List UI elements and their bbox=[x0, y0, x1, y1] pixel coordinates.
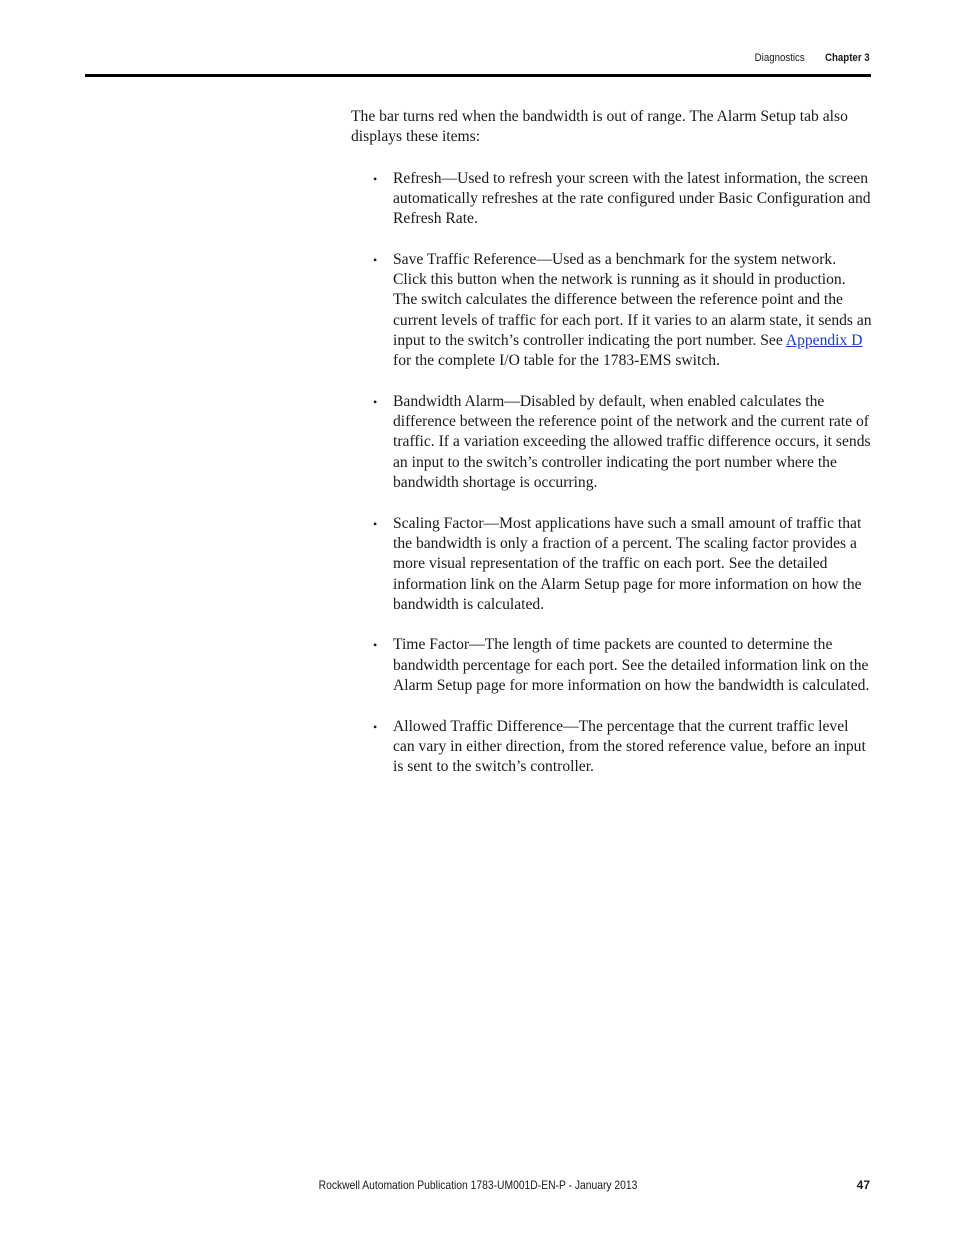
appendix-d-link[interactable]: Appendix D bbox=[785, 331, 863, 349]
list-item-text: Refresh—Used to refresh your screen with the latest information, the screen automatically refreshes at the rate configured under Basic Configuration and Refresh Rate. bbox=[393, 169, 871, 228]
list-item-text: Bandwidth Alarm—Disabled by default, when enabled calculates the difference between the reference point of the network and the current rate of traffic. If a variation exceeding the allowed traffic difference occurs, it sends an input to the switch’s controller indicating the port number where the bandwidth shortage is occurring. bbox=[393, 392, 871, 492]
bullet-list bbox=[351, 169, 873, 778]
bullet-icon: • bbox=[373, 638, 378, 653]
bullet-icon: • bbox=[373, 719, 378, 734]
list-item-allowed-traffic-difference bbox=[351, 717, 873, 778]
list-item-refresh bbox=[351, 169, 873, 230]
header-rule bbox=[85, 74, 871, 77]
page-body bbox=[351, 107, 873, 798]
bullet-icon: • bbox=[373, 171, 378, 186]
intro-paragraph: The bar turns red when the bandwidth is out of range. The Alarm Setup tab also displays these items: bbox=[351, 108, 848, 146]
bullet-icon: • bbox=[373, 516, 378, 531]
list-item-bandwidth-alarm bbox=[351, 392, 873, 493]
page-number: 47 bbox=[856, 1178, 870, 1192]
list-item-text: Time Factor—The length of time packets are counted to determine the bandwidth percentage for each port. See the detailed information link on the Alarm Setup page for more information on how the bandwidth is calculated. bbox=[393, 636, 870, 695]
list-item-text: Scaling Factor—Most applications have such a small amount of traffic that the bandwidth is only a fraction of a percent. The scaling factor provides a more visual representation of the traffic on each port. See the detailed information link on the Alarm Setup page for more information on how the bandwidth is calculated. bbox=[393, 514, 862, 613]
list-item-text: Allowed Traffic Difference—The percentage that the current traffic level can vary in either direction, from the stored reference value, before an input is sent to the switch’s controller. bbox=[393, 717, 866, 776]
list-item-scaling-factor bbox=[351, 514, 873, 615]
header-section-title: Diagnostics bbox=[755, 52, 806, 64]
list-item-text: Save Traffic Reference—Used as a benchmark for the system network. Click this button when the network is running as it should in production. The switch calculates the difference between the reference point and the current levels of traffic for each port. If it varies to an alarm state, it sends an input to the switch’s controller indicating the port number. See bbox=[393, 250, 872, 349]
list-item-save-traffic-reference bbox=[351, 250, 873, 372]
publication-info: Rockwell Automation Publication 1783-UM001D-EN-P - January 2013 bbox=[318, 1178, 638, 1192]
list-item-text-continued: for the complete I/O table for the 1783-EMS switch. bbox=[393, 352, 720, 370]
bullet-icon: • bbox=[373, 394, 378, 409]
header-chapter-label: Chapter 3 bbox=[825, 52, 870, 64]
list-item-time-factor bbox=[351, 635, 873, 696]
bullet-icon: • bbox=[373, 252, 378, 267]
running-header bbox=[755, 52, 870, 64]
